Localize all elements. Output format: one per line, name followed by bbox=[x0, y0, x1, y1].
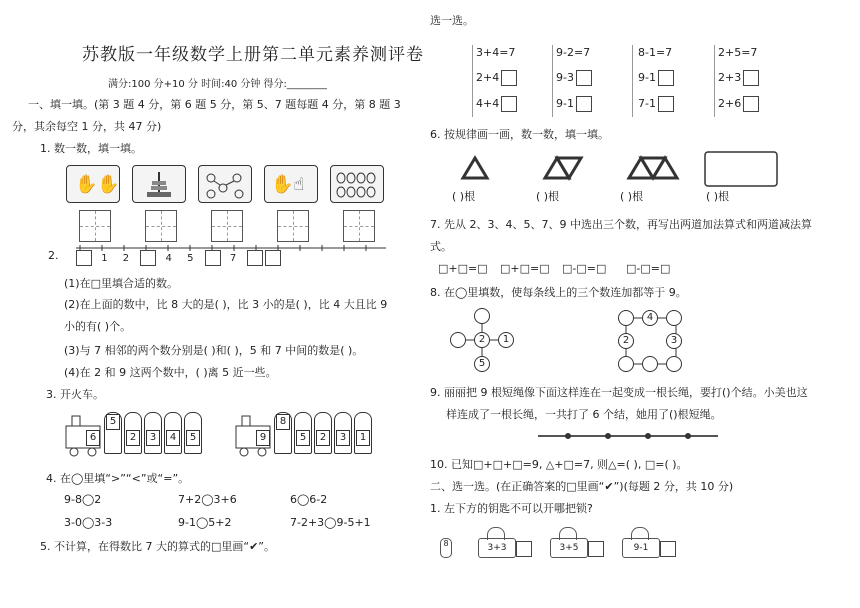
check-box[interactable] bbox=[516, 541, 532, 557]
number-circle: 3 bbox=[666, 333, 682, 349]
svg-text:✋✋: ✋✋ bbox=[75, 174, 119, 195]
check-box[interactable] bbox=[743, 70, 759, 86]
question-5: 5. 不计算，在得数比 7 大的算式的□里画“✔”。 bbox=[40, 540, 275, 553]
question-10: 10. 已知□+□+□=9, △+□=7, 则△=( ), □=( )。 bbox=[430, 458, 688, 471]
number-line-labels bbox=[74, 250, 281, 266]
part1-heading: 一、填一填。(第 3 题 4 分，第 6 题 5 分，第 5、7 题每题 4 分，第 8 题 3 bbox=[28, 98, 401, 111]
blank-box[interactable] bbox=[76, 250, 92, 266]
answer-grid-1[interactable] bbox=[79, 210, 111, 242]
divider bbox=[472, 45, 473, 117]
question-2-2: (2)在上面的数中，比 8 大的是( )，比 3 小的是( )，比 4 大且比 9 bbox=[64, 298, 388, 311]
key-icon bbox=[440, 538, 452, 558]
question-2-2-cont: 小的有( )个。 bbox=[64, 320, 132, 333]
option[interactable] bbox=[718, 96, 759, 112]
option-expr: 2+4 bbox=[476, 71, 500, 84]
molecule-picture bbox=[198, 165, 252, 203]
option-expr: 9-1 bbox=[556, 97, 574, 110]
option[interactable] bbox=[718, 70, 759, 86]
equation: 8-1=7 bbox=[638, 46, 673, 59]
divider bbox=[714, 45, 715, 117]
compare-item[interactable]: 7+2◯3+6 bbox=[178, 493, 237, 506]
check-box[interactable] bbox=[660, 541, 676, 557]
lock: 3+5 bbox=[550, 538, 588, 558]
number-circle[interactable] bbox=[666, 356, 682, 372]
option[interactable] bbox=[638, 96, 674, 112]
option-expr: 9-3 bbox=[556, 71, 574, 84]
check-box[interactable] bbox=[658, 70, 674, 86]
option-expr: 2+3 bbox=[718, 71, 742, 84]
car-number: 2 bbox=[316, 430, 330, 446]
number-circle: 1 bbox=[498, 332, 514, 348]
lock: 9-1 bbox=[622, 538, 660, 558]
number-circle[interactable] bbox=[666, 310, 682, 326]
option-expr: 9-1 bbox=[638, 71, 656, 84]
train-1 bbox=[62, 408, 212, 458]
question-4: 4. 在◯里填“>”“<”或“=”。 bbox=[46, 472, 190, 485]
stick-count-blank[interactable]: ( )根 bbox=[536, 190, 560, 203]
answer-grid-3[interactable] bbox=[211, 210, 243, 242]
question-3: 3. 开火车。 bbox=[46, 388, 104, 401]
divider bbox=[552, 45, 553, 117]
train-2 bbox=[232, 408, 382, 458]
lock: 3+3 bbox=[478, 538, 516, 558]
equation-blank[interactable]: □+□=□ bbox=[500, 262, 550, 275]
answer-grid-2[interactable] bbox=[145, 210, 177, 242]
equation: 9-2=7 bbox=[556, 46, 591, 59]
question-1: 1. 数一数，填一填。 bbox=[40, 142, 142, 155]
number-label: 2 bbox=[122, 253, 130, 264]
number-label: 4 bbox=[165, 253, 172, 264]
stick-count-blank[interactable]: ( )根 bbox=[452, 190, 476, 203]
page-title: 苏教版一年级数学上册第二单元素养测评卷 bbox=[82, 45, 424, 65]
question-9: 9. 丽丽把 9 根短绳像下面这样连在一起变成一根长绳，要打()个结。小美也这 bbox=[430, 386, 808, 399]
equation: 3+4=7 bbox=[476, 46, 516, 59]
equation-blank[interactable]: □-□=□ bbox=[626, 262, 671, 275]
number-label: 5 bbox=[187, 253, 194, 264]
car-number: 5 bbox=[186, 430, 200, 446]
equation-blank[interactable]: □-□=□ bbox=[562, 262, 607, 275]
number-circle: 5 bbox=[474, 356, 490, 372]
engine-number: 6 bbox=[86, 430, 100, 446]
compare-item[interactable]: 6◯6-2 bbox=[290, 493, 328, 506]
check-box[interactable] bbox=[576, 70, 592, 86]
car-number: 8 bbox=[276, 414, 290, 430]
question-7-cont: 式。 bbox=[430, 240, 452, 253]
engine-number: 9 bbox=[256, 430, 270, 446]
check-box[interactable] bbox=[501, 70, 517, 86]
svg-text:✋☝: ✋☝ bbox=[271, 174, 305, 195]
part2-question-1: 1. 左下方的钥匙不可以开哪把锁? bbox=[430, 502, 593, 515]
option-expr: 4+4 bbox=[476, 97, 500, 110]
number-circle[interactable] bbox=[450, 332, 466, 348]
number-label: 7 bbox=[229, 253, 237, 264]
blank-box[interactable] bbox=[265, 250, 281, 266]
answer-grid-4[interactable] bbox=[277, 210, 309, 242]
equation-blank[interactable]: □+□=□ bbox=[438, 262, 488, 275]
score-line: 满分:100 分+10 分 时间:40 分钟 得分:________ bbox=[108, 79, 327, 90]
number-circle: 2 bbox=[474, 332, 490, 348]
question-2-1: (1)在□里填合适的数。 bbox=[64, 277, 178, 290]
compare-item[interactable]: 3-0◯3-3 bbox=[64, 516, 113, 529]
number-circle: 2 bbox=[618, 333, 634, 349]
blank-box[interactable] bbox=[140, 250, 156, 266]
question-5-choose-label bbox=[430, 12, 474, 28]
divider bbox=[632, 45, 633, 117]
question-7: 7. 先从 2、3、4、5、7、9 中选出三个数，再写出两道加法算式和两道减法算 bbox=[430, 218, 812, 231]
stick-count-blank[interactable]: ( )根 bbox=[620, 190, 644, 203]
car-number: 3 bbox=[146, 430, 160, 446]
compare-item[interactable]: 9-8◯2 bbox=[64, 493, 102, 506]
number-circle[interactable] bbox=[474, 308, 490, 324]
question-8: 8. 在◯里填数，使每条线上的三个数连加都等于 9。 bbox=[430, 286, 687, 299]
answer-grid-5[interactable] bbox=[343, 210, 375, 242]
question-2-4: (4)在 2 和 9 这两个数中，( )离 5 近一些。 bbox=[64, 366, 277, 379]
question-6: 6. 按规律画一画，数一数，填一填。 bbox=[430, 128, 609, 141]
option-expr: 7-1 bbox=[638, 97, 656, 110]
pears-picture bbox=[330, 165, 384, 203]
check-box[interactable] bbox=[743, 96, 759, 112]
option[interactable] bbox=[556, 70, 592, 86]
check-box[interactable] bbox=[658, 96, 674, 112]
equation: 2+5=7 bbox=[718, 46, 758, 59]
part2-heading: 二、选一选。(在正确答案的□里画“✔”)(每题 2 分，共 10 分) bbox=[430, 480, 734, 493]
check-box[interactable] bbox=[576, 96, 592, 112]
number-label: 1 bbox=[101, 253, 108, 264]
part1-heading-cont: 分，其余每空 1 分，共 47 分) bbox=[12, 120, 162, 133]
stick-count-blank[interactable]: ( )根 bbox=[706, 190, 730, 203]
car-number: 2 bbox=[126, 430, 140, 446]
car-number: 4 bbox=[166, 430, 180, 446]
number-circle[interactable] bbox=[642, 356, 658, 372]
check-box[interactable] bbox=[501, 96, 517, 112]
compare-item[interactable]: 7-2+3◯9-5+1 bbox=[290, 516, 371, 529]
option[interactable] bbox=[476, 96, 517, 112]
blank-box[interactable] bbox=[205, 250, 221, 266]
blank-box[interactable] bbox=[247, 250, 263, 266]
number-circle[interactable] bbox=[618, 310, 634, 326]
fingers-picture bbox=[264, 165, 318, 203]
option[interactable] bbox=[476, 70, 517, 86]
question-2-label: 2. bbox=[48, 249, 59, 262]
question-2-3: (3)与 7 相邻的两个数分别是( )和( )，5 和 7 中间的数是( )。 bbox=[64, 344, 364, 357]
option[interactable] bbox=[556, 96, 592, 112]
option-expr: 2+6 bbox=[718, 97, 742, 110]
car-number: 3 bbox=[336, 430, 350, 446]
question-9-cont: 样连成了一根长绳，一共打了 6 个结，她用了()根短绳。 bbox=[446, 408, 722, 421]
option[interactable] bbox=[638, 70, 674, 86]
car-number: 1 bbox=[356, 430, 370, 446]
choose-text: 选一选。 bbox=[430, 14, 474, 27]
car-number: 5 bbox=[106, 414, 120, 430]
check-box[interactable] bbox=[588, 541, 604, 557]
rope-picture bbox=[538, 428, 718, 444]
hands-picture bbox=[66, 165, 120, 203]
ring-stack-picture bbox=[132, 165, 186, 203]
number-circle[interactable] bbox=[618, 356, 634, 372]
compare-item[interactable]: 9-1◯5+2 bbox=[178, 516, 232, 529]
car-number: 5 bbox=[296, 430, 310, 446]
key-label: 8 bbox=[443, 539, 449, 548]
number-circle: 4 bbox=[642, 310, 658, 326]
